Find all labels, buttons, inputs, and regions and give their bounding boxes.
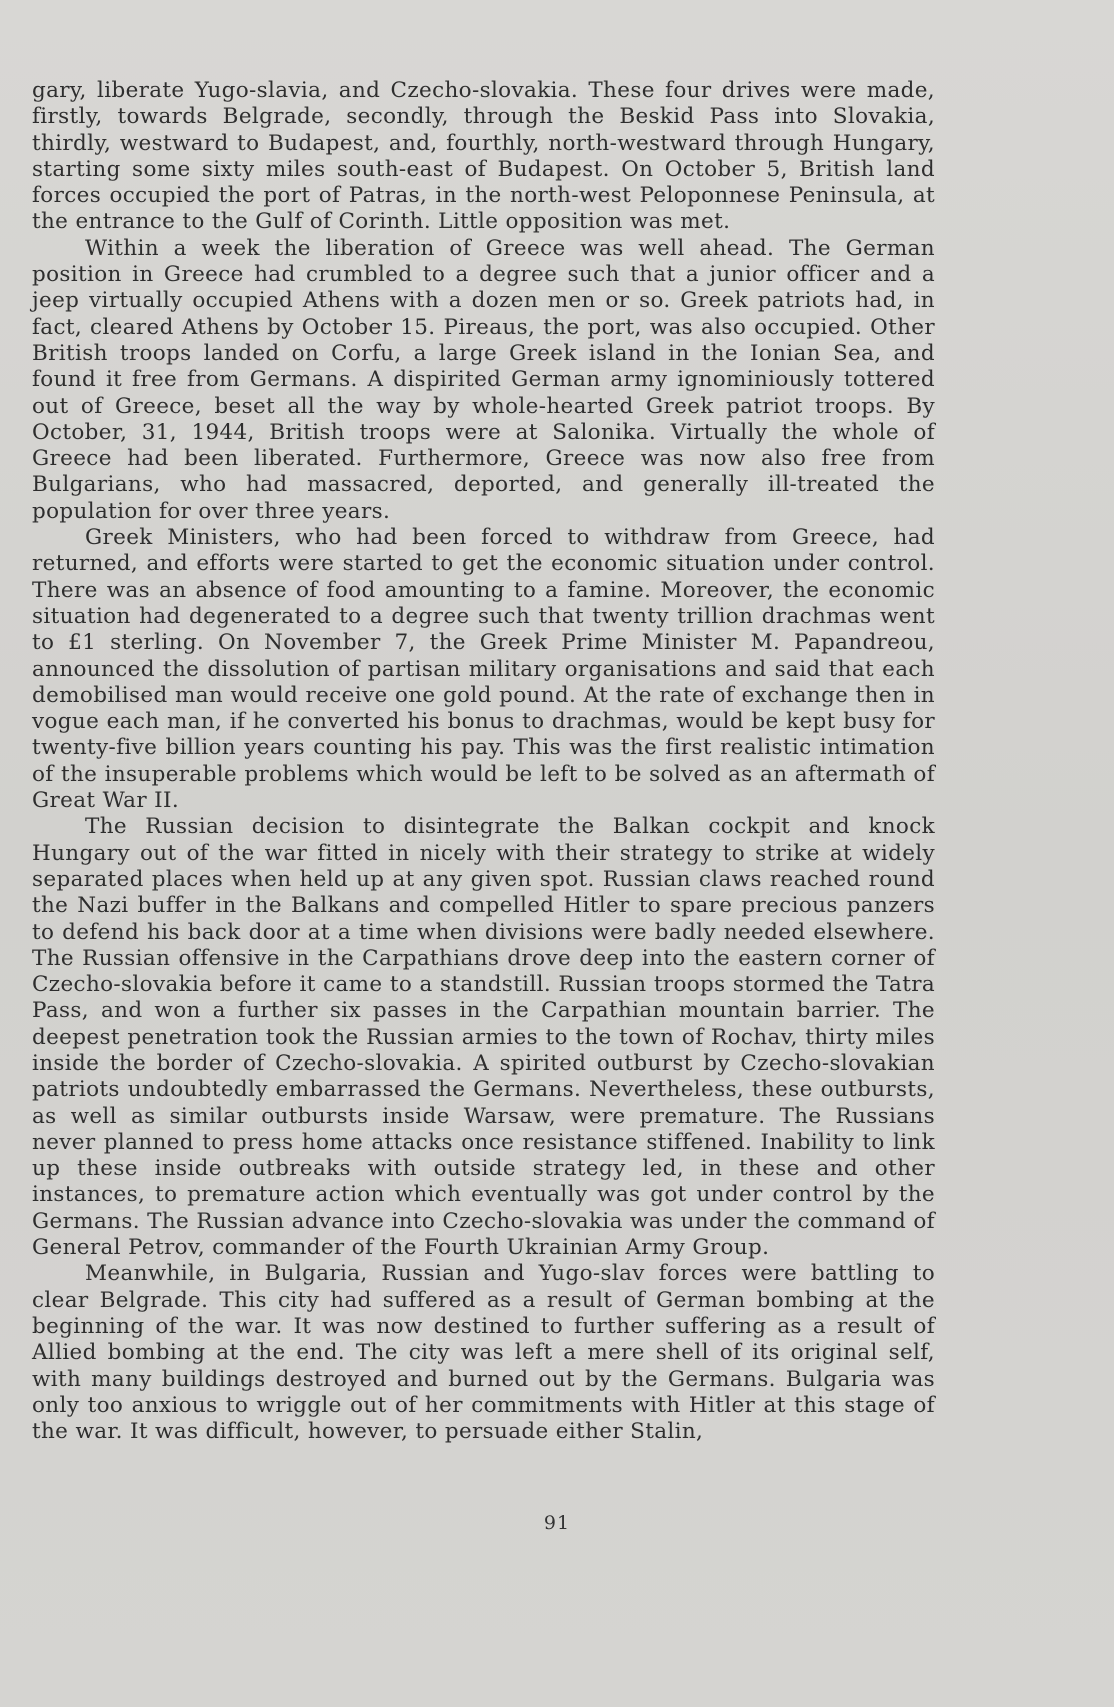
paragraph: Meanwhile, in Bulgaria, Russian and Yugo-slav forces were battling to clear Belgrade. This city had suffered as a result of German bombing at the beginning of the war. It was now destined to further suffering as a result of Allied bombing at the end. The city was left a mere shell of its original self, with many buildings destroyed and burned out by the Germans. Bulgaria was only too anxious to wriggle out of her commitments with Hitler at this stage of the war. It was difficult, however, to persuade either Stalin, — [32, 1261, 935, 1445]
paragraph: The Russian decision to disintegrate the Balkan cockpit and knock Hungary out of the war fitted in nicely with their strategy to strike at widely separated places when held up at any given spot. Russian claws reached round the Nazi buffer in the Balkans and compelled Hitler to spare precious panzers to defend his back door at a time when divisions were badly needed elsewhere. The Russian offensive in the Carpathians drove deep into the eastern corner of Czecho-slovakia before it came to a standstill. Russian troops stormed the Tatra Pass, and won a further six passes in the Carpathian mountain barrier. The deepest penetration took the Russian armies to the town of Rochav, thirty miles inside the border of Czecho-slovakia. A spirited outburst by Czecho-slovakian patriots undoubtedly embarrassed the Germans. Nevertheless, these outbursts, as well as similar outbursts inside Warsaw, were premature. The Russians never planned to press home attacks once resistance stiffened. Inability to link up these inside outbreaks with outside strategy led, in these and other instances, to premature action which eventually was got under control by the Germans. The Russian advance into Czecho-slovakia was under the command of General Petrov, commander of the Fourth Ukrainian Army Group. — [32, 814, 935, 1261]
paragraph: gary, liberate Yugo-slavia, and Czecho-slovakia. These four drives were made, firstly, towards Belgrade, secondly, through the Beskid Pass into Slovakia, thirdly, westward to Budapest, and, fourthly, north-westward through Hungary, starting some sixty miles south-east of Budapest. On October 5, British land forces occupied the port of Patras, in the north-west Peloponnese Peninsula, at the entrance to the Gulf of Corinth. Little opposition was met. — [32, 78, 935, 235]
paragraph: Greek Ministers, who had been forced to withdraw from Greece, had returned, and efforts were started to get the economic situation under control. There was an absence of food amounting to a famine. Moreover, the economic situation had degenerated to a degree such that twenty trillion drachmas went to £1 sterling. On November 7, the Greek Prime Minister M. Papandreou, announced the dissolution of partisan military organisations and said that each demobilised man would receive one gold pound. At the rate of exchange then in vogue each man, if he converted his bonus to drachmas, would be kept busy for twenty-five billion years counting his pay. This was the first realistic intimation of the insuperable problems which would be left to be solved as an aftermath of Great War II. — [32, 525, 935, 814]
body-text — [32, 78, 935, 1445]
page-number: 91 — [543, 1512, 571, 1534]
paragraph: Within a week the liberation of Greece was well ahead. The German position in Greece had crumbled to a degree such that a junior officer and a jeep virtually occupied Athens with a dozen men or so. Greek patriots had, in fact, cleared Athens by October 15. Pireaus, the port, was also occupied. Other British troops landed on Corfu, a large Greek island in the Ionian Sea, and found it free from Germans. A dispirited German army ignominiously tottered out of Greece, beset all the way by whole-hearted Greek patriot troops. By October, 31, 1944, British troops were at Salonika. Virtually the whole of Greece had been liberated. Furthermore, Greece was now also free from Bulgarians, who had massacred, deported, and generally ill-treated the population for over three years. — [32, 235, 935, 524]
